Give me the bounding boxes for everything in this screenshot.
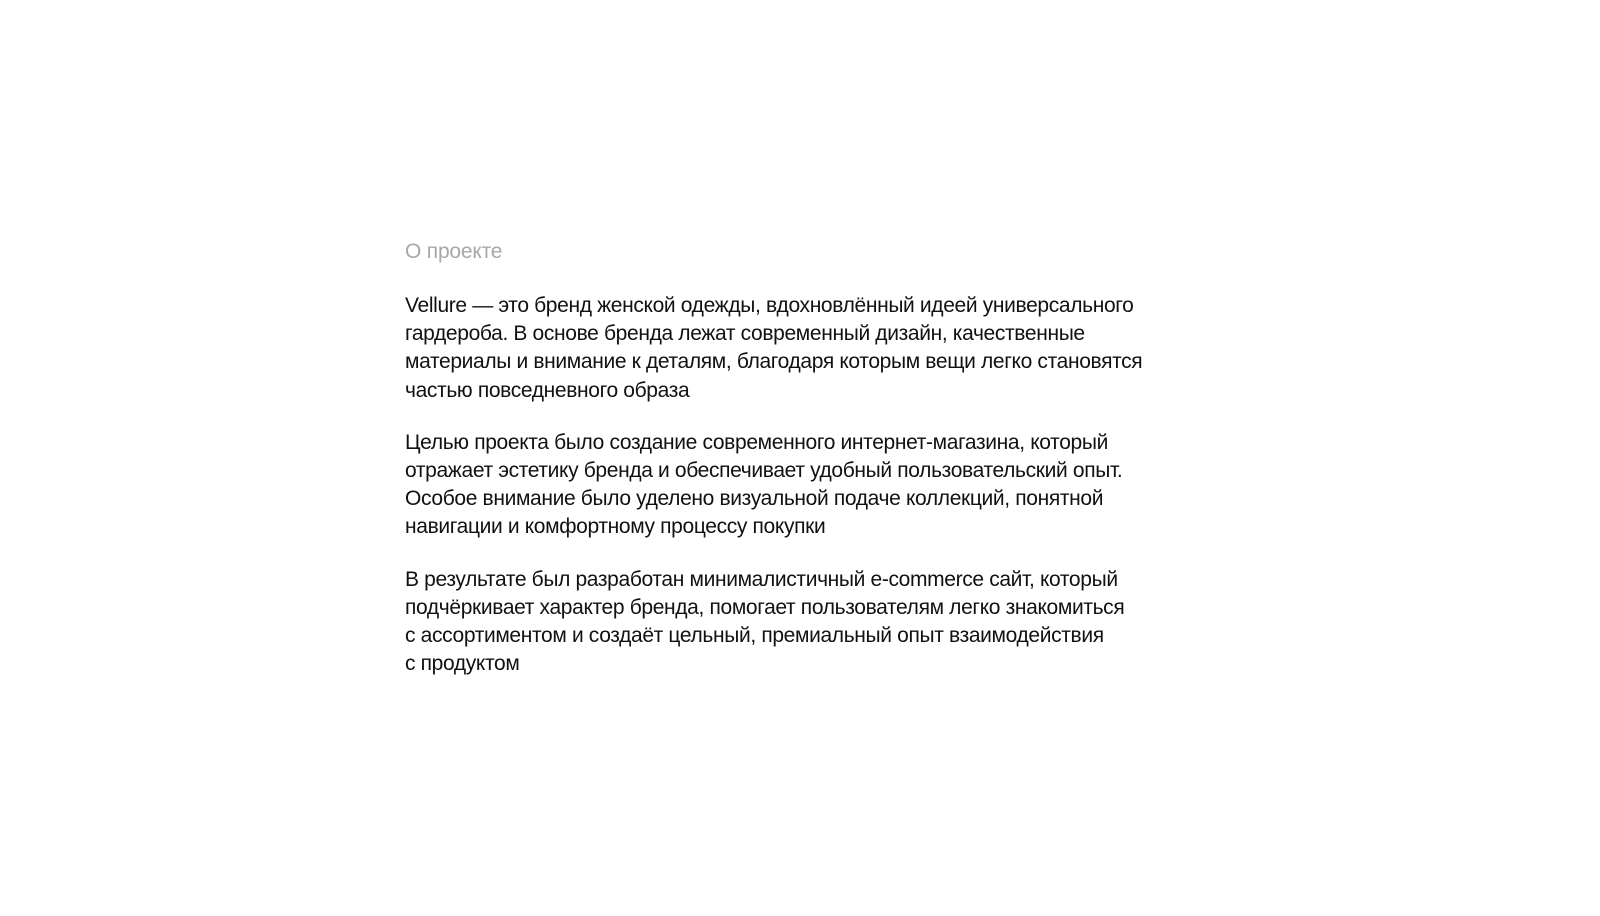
paragraph-line: Особое внимание было уделено визуальной подаче коллекций, понятной — [405, 487, 1104, 511]
paragraph-line: навигации и комфортному процессу покупки — [405, 515, 826, 539]
paragraph-line: с продуктом — [405, 652, 520, 676]
paragraph-line: В результате был разработан минималистичный e-commerce сайт, который — [405, 567, 1118, 591]
paragraph-line: Vellure — это бренд женской одежды, вдохновлённый идеей универсального — [405, 294, 1134, 317]
paragraph-line: частью повседневного образа — [405, 378, 690, 402]
section-heading: О проекте — [405, 240, 503, 263]
paragraph-line: материалы и внимание к деталям, благодаря которым вещи легко становятся — [405, 350, 1143, 374]
paragraph-line: гардероба. В основе бренда лежат современный дизайн, качественные — [405, 322, 1085, 346]
paragraph-project-goal — [405, 429, 1205, 542]
paragraph-line: подчёркивает характер бренда, помогает пользователям легко знакомиться — [405, 595, 1125, 619]
paragraph-project-result — [405, 566, 1205, 679]
paragraph-line: Целью проекта было создание современного интернет-магазина, который — [405, 430, 1108, 454]
paragraph-line: с ассортиментом и создаёт цельный, премиальный опыт взаимодействия — [405, 624, 1104, 648]
paragraph-brand-intro — [405, 292, 1205, 405]
paragraph-line: отражает эстетику бренда и обеспечивает удобный пользовательский опыт. — [405, 459, 1123, 483]
about-project-section — [405, 238, 1205, 678]
